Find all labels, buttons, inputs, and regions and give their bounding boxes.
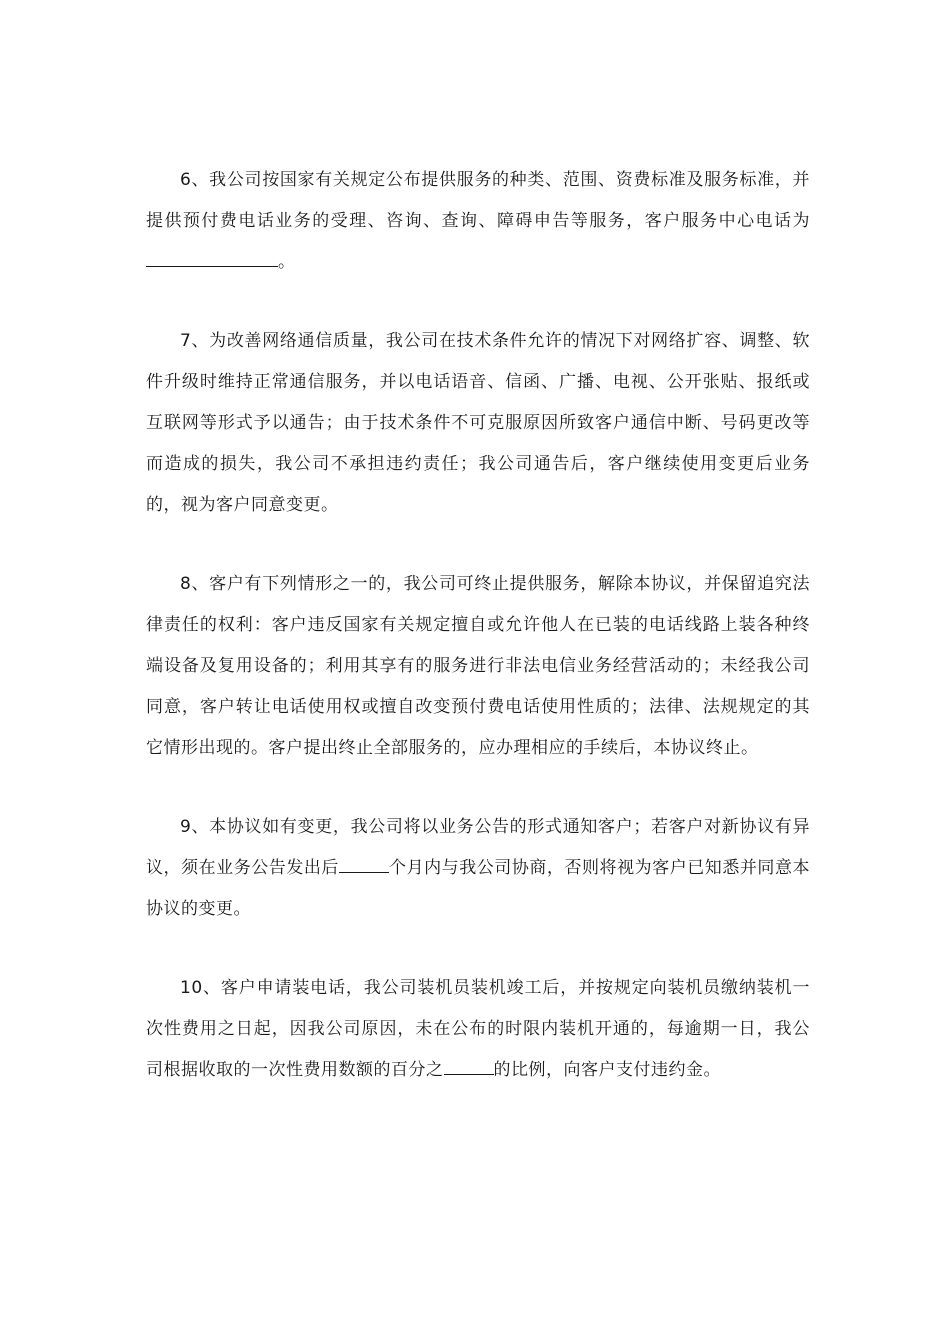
clause-7-text: 7、为改善网络通信质量，我公司在技术条件允许的情况下对网络扩容、调整、软件升级时维持正常通信服务，并以电话语音、信函、广播、电视、公开张贴、报纸或互联网等形式予以通告；由于技术条件不可克服原因所致客户通信中断、号码更改等而造成的损失，我公司不承担违约责任；我公司通告后，客户继续使用变更后业务的，视为客户同意变更。 bbox=[146, 331, 810, 515]
document-page bbox=[146, 160, 810, 1129]
clause-8 bbox=[146, 564, 810, 769]
phone-number-blank[interactable] bbox=[146, 244, 278, 267]
clause-8-text: 8、客户有下列情形之一的，我公司可终止提供服务，解除本协议，并保留追究法律责任的权利：客户违反国家有关规定擅自或允许他人在已装的电话线路上装各种终端设备及复用设备的；利用其享有的服务进行非法电信业务经营活动的；未经我公司同意，客户转让电话使用权或擅自改变预付费电话使用性质的；法律、法规规定的其它情形出现的。客户提出终止全部服务的，应办理相应的手续后，本协议终止。 bbox=[146, 574, 810, 758]
clause-7 bbox=[146, 321, 810, 526]
clause-10-text-before: 10、客户申请装电话，我公司装机员装机竣工后，并按规定向装机员缴纳装机一次性费用之日起，因我公司原因，未在公布的时限内装机开通的，每逾期一日，我公司根据收取的一次性费用数额的百分之 bbox=[146, 978, 810, 1080]
months-blank[interactable] bbox=[339, 850, 389, 873]
clause-6-text-before: 6、我公司按国家有关规定公布提供服务的种类、范围、资费标准及服务标准，并提供预付费电话业务的受理、咨询、查询、障碍申告等服务，客户服务中心电话为 bbox=[146, 170, 810, 231]
clause-9-text-after: 个月内与我公司协商，否则将视为客户已知悉并同意本协议的变更。 bbox=[146, 858, 811, 919]
clause-9-text-before: 9、本协议如有变更，我公司将以业务公告的形式通知客户；若客户对新协议有异议，须在业务公告发出后 bbox=[146, 817, 810, 878]
clause-10 bbox=[146, 968, 810, 1091]
clause-6 bbox=[146, 160, 810, 283]
clause-9 bbox=[146, 807, 810, 930]
clause-10-text-after: 的比例，向客户支付违约金。 bbox=[493, 1060, 721, 1080]
clause-6-text-after: 。 bbox=[278, 252, 296, 272]
percentage-blank[interactable] bbox=[444, 1052, 494, 1075]
